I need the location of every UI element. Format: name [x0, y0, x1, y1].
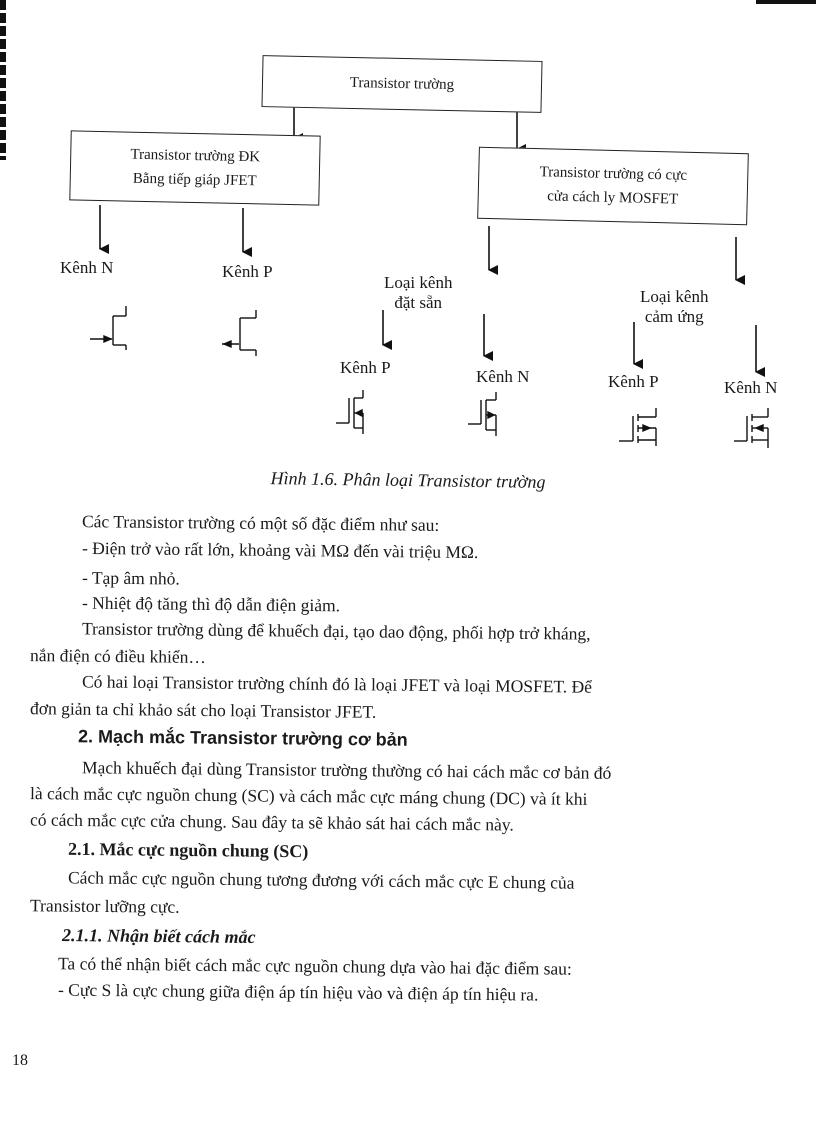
section-2-1-1-heading: 2.1.1. Nhận biết cách mắc — [61, 924, 256, 948]
depletion-p-label: Kênh P — [340, 358, 391, 377]
section-2-line-3: có cách mắc cực cửa chung. Sau đây ta sẽ khảo sát hai cách mắc này. — [29, 809, 514, 835]
mosfet-enhancement-p-symbol — [619, 408, 656, 446]
section-2-1-heading: 2.1. Mắc cực nguồn chung (SC) — [67, 838, 309, 862]
section-2-1-1-line-2: - Cực S là cực chung giữa điện áp tín hiệu vào và điện áp tín hiệu ra. — [57, 979, 539, 1005]
enhancement-n-label: Kênh N — [724, 378, 778, 397]
jfet-n-symbol — [90, 306, 126, 350]
mosfet-label-line2: cửa cách ly MOSFET — [547, 188, 679, 208]
mosfet-depletion-p-symbol — [336, 390, 363, 434]
depletion-n-label: Kênh N — [476, 367, 530, 386]
enhancement-label-line2: cảm ứng — [644, 307, 704, 326]
types-line-2: đơn giản ta chỉ khảo sát cho loại Transistor JFET. — [29, 698, 377, 722]
types-line-1: Có hai loại Transistor trường chính đó là loại JFET và loại MOSFET. Để — [81, 671, 593, 697]
bullet-1: - Điện trở vào rất lớn, khoảng vài MΩ đến vài triệu MΩ. — [81, 537, 479, 563]
mosfet-label-line1: Transistor trường có cực — [539, 164, 688, 184]
jfet-label-line1: Transistor trường ĐK — [130, 146, 261, 166]
mosfet-depletion-n-symbol — [468, 392, 496, 436]
section-2-line-1: Mạch khuếch đại dùng Transistor trường thường có hai cách mắc cơ bản đó — [81, 757, 612, 783]
jfet-label-line2: Bằng tiếp giáp JFET — [132, 170, 257, 190]
intro-line: Các Transistor trường có một số đặc điểm như sau: — [81, 511, 440, 535]
enhancement-p-label: Kênh P — [608, 372, 659, 391]
jfet-p-symbol — [222, 310, 256, 356]
section-2-line-2: là cách mắc cực nguồn chung (SC) và cách mắc cực máng chung (DC) và ít khi — [29, 783, 588, 809]
jfet-n-label: Kênh N — [60, 258, 114, 277]
enhancement-label — [640, 287, 708, 327]
page-number: 18 — [12, 1052, 28, 1069]
bullet-3: - Nhiệt độ tăng thì độ dẫn điện giảm. — [81, 592, 341, 616]
depletion-label — [384, 273, 452, 313]
figure-caption: Hình 1.6. Phân loại Transistor trường — [270, 468, 546, 492]
mosfet-box — [477, 147, 749, 226]
section-2-1-line-1: Cách mắc cực nguồn chung tương đương với cách mắc cực E chung của — [67, 867, 575, 893]
enhancement-label-line1: Loại kênh — [640, 287, 709, 306]
root-box — [261, 55, 542, 113]
section-2-heading: 2. Mạch mắc Transistor trường cơ bản — [77, 726, 408, 750]
depletion-label-line2: đặt sẵn — [394, 293, 443, 312]
depletion-label-line1: Loại kênh — [384, 273, 453, 292]
usage-line-1: Transistor trường dùng để khuếch đại, tạo dao động, phối hợp trở kháng, — [81, 618, 591, 644]
section-2-1-1-line-1: Ta có thể nhận biết cách mắc cực nguồn chung dựa vào hai đặc điểm sau: — [57, 953, 572, 979]
jfet-box — [69, 130, 320, 205]
jfet-p-label: Kênh P — [222, 262, 273, 281]
root-label: Transistor trường — [349, 74, 455, 94]
usage-line-2: nắn điện có điều khiển… — [29, 645, 207, 667]
bullet-2: - Tạp âm nhỏ. — [81, 567, 180, 589]
section-2-1-line-2: Transistor lưỡng cực. — [29, 895, 180, 917]
mosfet-enhancement-n-symbol — [734, 408, 768, 448]
